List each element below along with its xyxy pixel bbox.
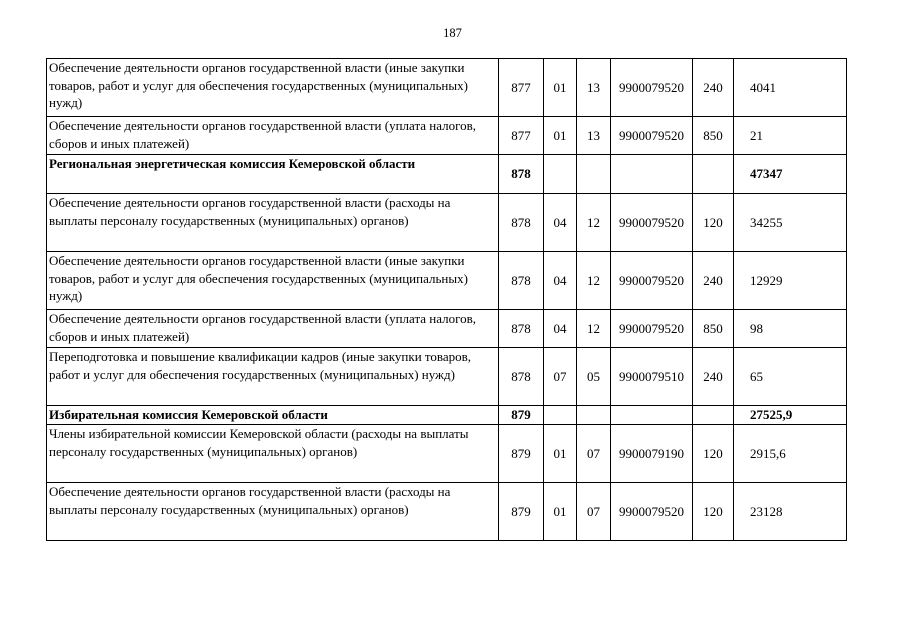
row-csr: 9900079520 [611,252,693,310]
row-rz: 01 [544,59,577,117]
row-rz: 04 [544,252,577,310]
row-csr: 9900079190 [611,425,693,483]
row-pr [577,406,611,425]
row-pr: 13 [577,59,611,117]
row-rz [544,406,577,425]
row-rz: 01 [544,117,577,155]
table-row [47,425,847,483]
row-vr [693,406,734,425]
row-csr: 9900079520 [611,59,693,117]
row-amount: 34255 [734,194,847,252]
row-amount: 47347 [734,155,847,194]
row-vr: 240 [693,252,734,310]
row-vr: 120 [693,425,734,483]
row-ved: 877 [499,117,544,155]
row-name: Избирательная комиссия Кемеровской области [47,406,499,425]
row-vr: 120 [693,194,734,252]
row-amount: 27525,9 [734,406,847,425]
row-ved: 878 [499,310,544,348]
row-csr: 9900079520 [611,117,693,155]
row-csr: 9900079520 [611,310,693,348]
row-csr: 9900079520 [611,483,693,541]
table-row-section [47,155,847,194]
row-vr: 240 [693,59,734,117]
row-amount: 98 [734,310,847,348]
row-csr: 9900079510 [611,348,693,406]
row-ved: 879 [499,406,544,425]
table-row [47,483,847,541]
row-amount: 65 [734,348,847,406]
row-pr: 07 [577,483,611,541]
row-ved: 878 [499,348,544,406]
row-pr: 07 [577,425,611,483]
row-pr: 12 [577,194,611,252]
row-name: Обеспечение деятельности органов государственной власти (расходы на выплаты персоналу государственных (муниципальных) органов) [47,194,499,252]
row-amount: 2915,6 [734,425,847,483]
budget-table [46,58,847,541]
row-name: Обеспечение деятельности органов государственной власти (расходы на выплаты персоналу государственных (муниципальных) органов) [47,483,499,541]
row-rz: 04 [544,310,577,348]
table-row-section [47,406,847,425]
row-ved: 879 [499,425,544,483]
row-ved: 878 [499,252,544,310]
row-ved: 878 [499,155,544,194]
row-vr [693,155,734,194]
row-pr: 12 [577,310,611,348]
row-vr: 850 [693,117,734,155]
row-name: Региональная энергетическая комиссия Кемеровской области [47,155,499,194]
row-amount: 21 [734,117,847,155]
row-rz: 01 [544,483,577,541]
row-pr: 05 [577,348,611,406]
row-name: Обеспечение деятельности органов государственной власти (иные закупки товаров, работ и услуг для обеспечения государственных (муниципальных) нужд) [47,252,499,310]
table-row [47,59,847,117]
row-pr: 12 [577,252,611,310]
row-vr: 850 [693,310,734,348]
table-row [47,348,847,406]
row-rz: 04 [544,194,577,252]
row-pr [577,155,611,194]
row-rz: 01 [544,425,577,483]
row-rz: 07 [544,348,577,406]
row-ved: 878 [499,194,544,252]
table-row [47,310,847,348]
row-amount: 12929 [734,252,847,310]
row-csr [611,406,693,425]
row-rz [544,155,577,194]
row-pr: 13 [577,117,611,155]
row-vr: 120 [693,483,734,541]
row-name: Члены избирательной комиссии Кемеровской области (расходы на выплаты персоналу государственных (муниципальных) органов) [47,425,499,483]
row-csr [611,155,693,194]
row-name: Обеспечение деятельности органов государственной власти (иные закупки товаров, работ и услуг для обеспечения государственных (муниципальных) нужд) [47,59,499,117]
row-vr: 240 [693,348,734,406]
row-amount: 23128 [734,483,847,541]
row-name: Обеспечение деятельности органов государственной власти (уплата налогов, сборов и иных платежей) [47,117,499,155]
page-number: 187 [443,26,462,40]
row-name: Переподготовка и повышение квалификации кадров (иные закупки товаров, работ и услуг для обеспечения государственных (муниципальных) нужд) [47,348,499,406]
row-name: Обеспечение деятельности органов государственной власти (уплата налогов, сборов и иных платежей) [47,310,499,348]
table-row [47,252,847,310]
table-row [47,194,847,252]
row-ved: 877 [499,59,544,117]
table-row [47,117,847,155]
row-csr: 9900079520 [611,194,693,252]
row-amount: 4041 [734,59,847,117]
row-ved: 879 [499,483,544,541]
